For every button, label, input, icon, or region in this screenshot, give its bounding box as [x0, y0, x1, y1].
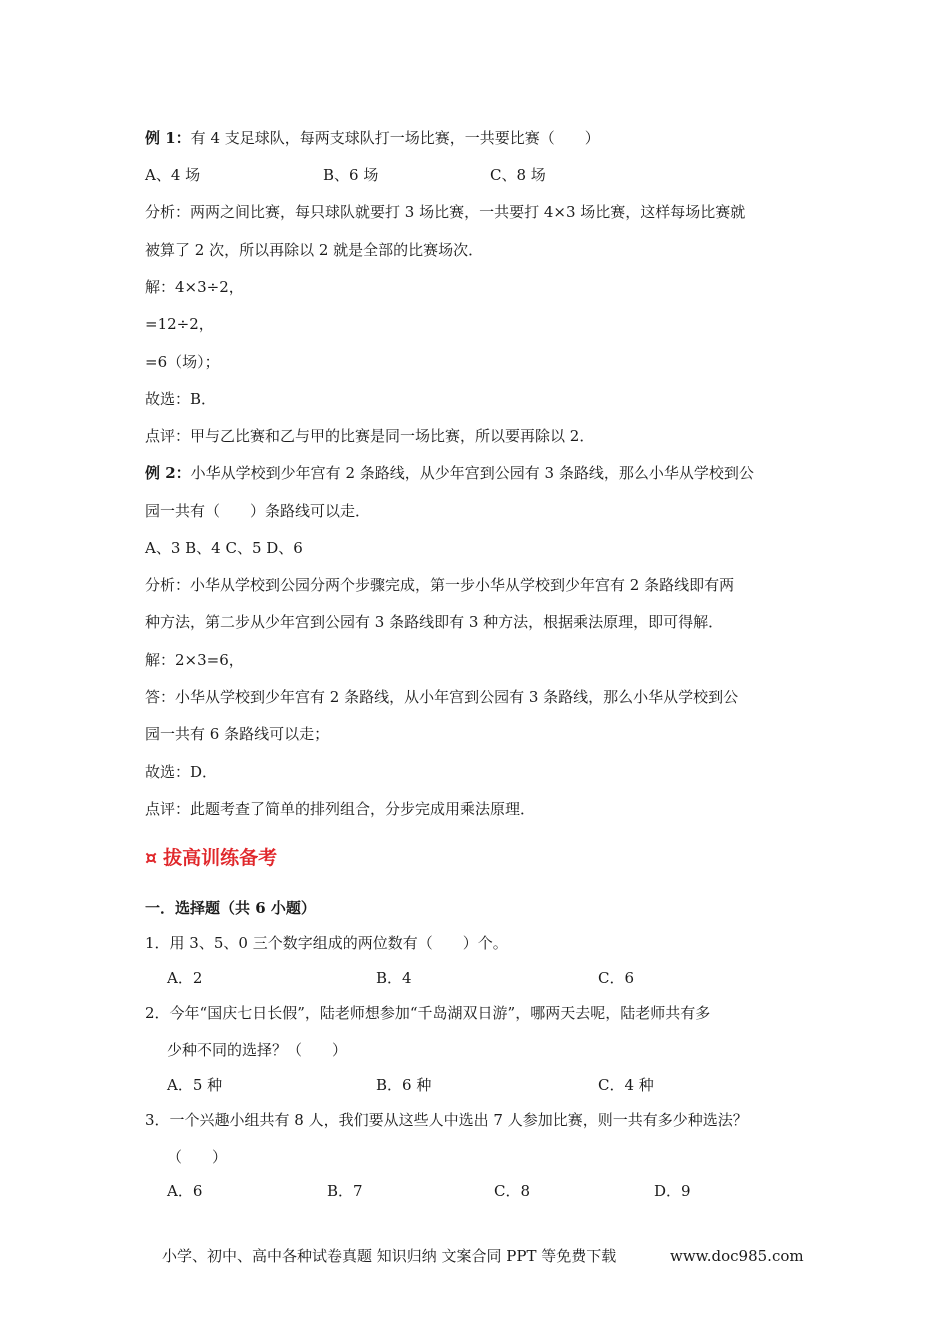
example1-comment: 点评：甲与乙比赛和乙与甲的比赛是同一场比赛，所以要再除以 2．	[145, 427, 595, 445]
question-1-option-c: C．6	[598, 969, 635, 987]
example1-solution-line3: =6（场）；	[145, 353, 220, 371]
example1-question-line	[145, 128, 600, 148]
question-1-text: 1．用 3、5、0 三个数字组成的两位数有（ ）个。	[145, 934, 508, 952]
example2-comment: 点评：此题考查了简单的排列组合，分步完成用乘法原理．	[145, 800, 536, 818]
example2-question-line2: 园一共有（ ）条路线可以走．	[145, 502, 371, 520]
example1-option-b: B、6 场	[323, 166, 379, 184]
example2-analysis-line1: 分析：小华从学校到公园分两个步骤完成，第一步小华从学校到少年宫有 2 条路线即有两	[145, 576, 735, 594]
example1-analysis-line2: 被算了 2 次，所以再除以 2 就是全部的比赛场次．	[145, 241, 484, 259]
question-3-option-a: A．6	[167, 1182, 203, 1200]
example1-option-c: C、8 场	[490, 166, 546, 184]
question-2-text-line2: 少种不同的选择？（ ）	[167, 1041, 348, 1059]
example1-question: 有 4 支足球队，每两支球队打一场比赛，一共要比赛（ ）	[190, 129, 600, 147]
example2-question-line1	[145, 463, 754, 483]
question-2-option-a: A．5 种	[167, 1076, 223, 1094]
example1-answer: 故选：B．	[145, 390, 217, 408]
example1-solution-line1: 解：4×3÷2，	[145, 278, 244, 296]
example1-solution-line2: =12÷2，	[145, 315, 214, 333]
question-2-option-b: B．6 种	[376, 1076, 432, 1094]
example2-analysis-line2: 种方法，第二步从少年宫到公园有 3 条路线即有 3 种方法，根据乘法原理，即可得解．	[145, 613, 724, 631]
example2-question: 小华从学校到少年宫有 2 条路线，从少年宫到公园有 3 条路线，那么小华从学校到公	[190, 464, 754, 482]
question-3-option-d: D．9	[654, 1182, 691, 1200]
example2-solution: 解：2×3=6，	[145, 651, 244, 669]
question-3-option-c: C．8	[494, 1182, 531, 1200]
example2-reply-line2: 园一共有 6 条路线可以走；	[145, 725, 330, 743]
footer-url[interactable]: www.doc985.com	[670, 1247, 804, 1265]
example2-answer: 故选：D．	[145, 763, 218, 781]
question-2-option-c: C．4 种	[598, 1076, 654, 1094]
section-title-text: 拔高训练备考	[163, 847, 278, 869]
example1-analysis-line1: 分析：两两之间比赛，每只球队就要打 3 场比赛，一共要打 4×3 场比赛，这样每场比赛就	[145, 203, 746, 221]
section-title	[145, 846, 277, 870]
question-1-option-a: A．2	[167, 969, 203, 987]
question-3-text-line2: （ ）	[167, 1148, 228, 1166]
question-3-text-line1: 3．一个兴趣小组共有 8 人，我们要从这些人中选出 7 人参加比赛，则一共有多少种选法？	[145, 1111, 748, 1129]
footer-text: 小学、初中、高中各种试卷真题 知识归纳 文案合同 PPT 等免费下载	[162, 1247, 617, 1265]
example1-option-a: A、4 场	[145, 166, 201, 184]
example1-label: 例 1：	[145, 129, 191, 147]
question-3-option-b: B．7	[327, 1182, 363, 1200]
question-2-text-line1: 2．今年“国庆七日长假”，陆老师想参加“千岛湖双日游”，哪两天去呢，陆老师共有多	[145, 1004, 711, 1022]
example2-options: A、3 B、4 C、5 D、6	[145, 539, 303, 557]
example2-label: 例 2：	[145, 464, 191, 482]
example2-reply-line1: 答：小华从学校到少年宫有 2 条路线，从小年宫到公园有 3 条路线，那么小华从学校到公	[145, 688, 739, 706]
exercises-heading: 一．选择题（共 6 小题）	[145, 899, 316, 917]
section-mark: ¤	[145, 847, 158, 869]
question-1-option-b: B．4	[376, 969, 412, 987]
